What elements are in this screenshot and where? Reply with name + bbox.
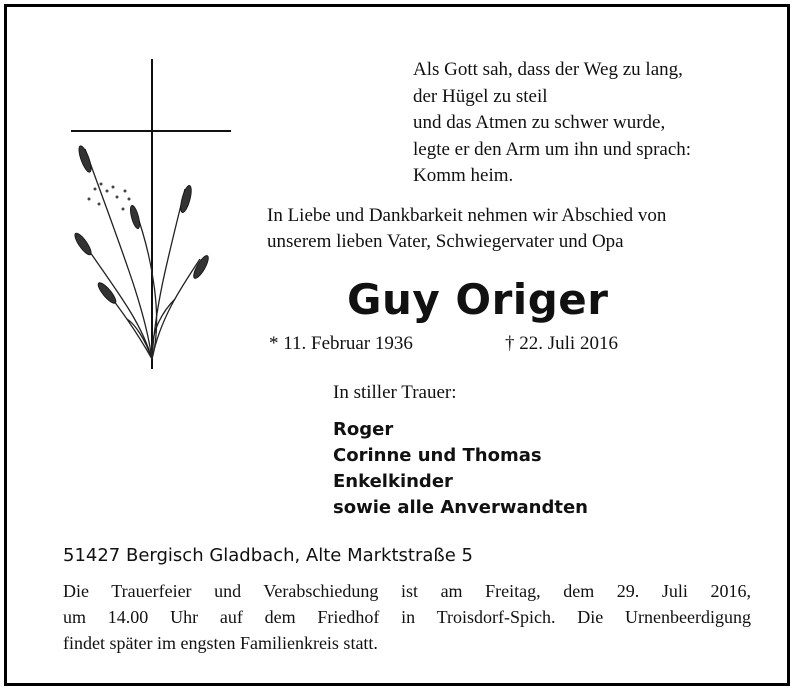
poem bbox=[413, 57, 691, 190]
deceased-name: Guy Origer bbox=[347, 275, 609, 324]
intro-line: In Liebe und Dankbarkeit nehmen wir Abschied von bbox=[267, 205, 667, 226]
death-date: † 22. Juli 2016 bbox=[505, 333, 618, 354]
poem-line: und das Atmen zu schwer wurde, bbox=[413, 112, 666, 134]
mourner-name: sowie alle Anverwandten bbox=[333, 497, 588, 518]
mourner-name: Corinne und Thomas bbox=[333, 445, 542, 466]
ceremony-details bbox=[63, 578, 751, 656]
cross-with-wheat-icon bbox=[65, 59, 245, 371]
mourners-list bbox=[333, 417, 588, 521]
poem-line: legte er den Arm um ihn und sprach: bbox=[413, 138, 692, 160]
ceremony-line: Die Trauerfeier und Verabschiedung ist am Freitag, dem 29. Juli 2016, bbox=[63, 581, 751, 601]
address: 51427 Bergisch Gladbach, Alte Marktstraße 5 bbox=[63, 545, 473, 566]
mourner-name: Roger bbox=[333, 419, 394, 440]
poem-line: der Hügel zu steil bbox=[413, 85, 548, 107]
obituary-card bbox=[4, 4, 790, 686]
intro-line: unserem lieben Vater, Schwiegervater und Opa bbox=[267, 231, 624, 252]
mourner-name: Enkelkinder bbox=[333, 471, 453, 492]
poem-line: Komm heim. bbox=[413, 165, 514, 187]
ceremony-line: findet später im engsten Familienkreis statt. bbox=[63, 633, 378, 653]
mourning-heading: In stiller Trauer: bbox=[333, 382, 457, 403]
birth-date: * 11. Februar 1936 bbox=[269, 333, 413, 354]
ceremony-line: um 14.00 Uhr auf dem Friedhof in Troisdorf-Spich. Die Urnenbeerdigung bbox=[63, 607, 751, 627]
farewell-intro bbox=[267, 203, 666, 255]
poem-line: Als Gott sah, dass der Weg zu lang, bbox=[413, 59, 683, 80]
